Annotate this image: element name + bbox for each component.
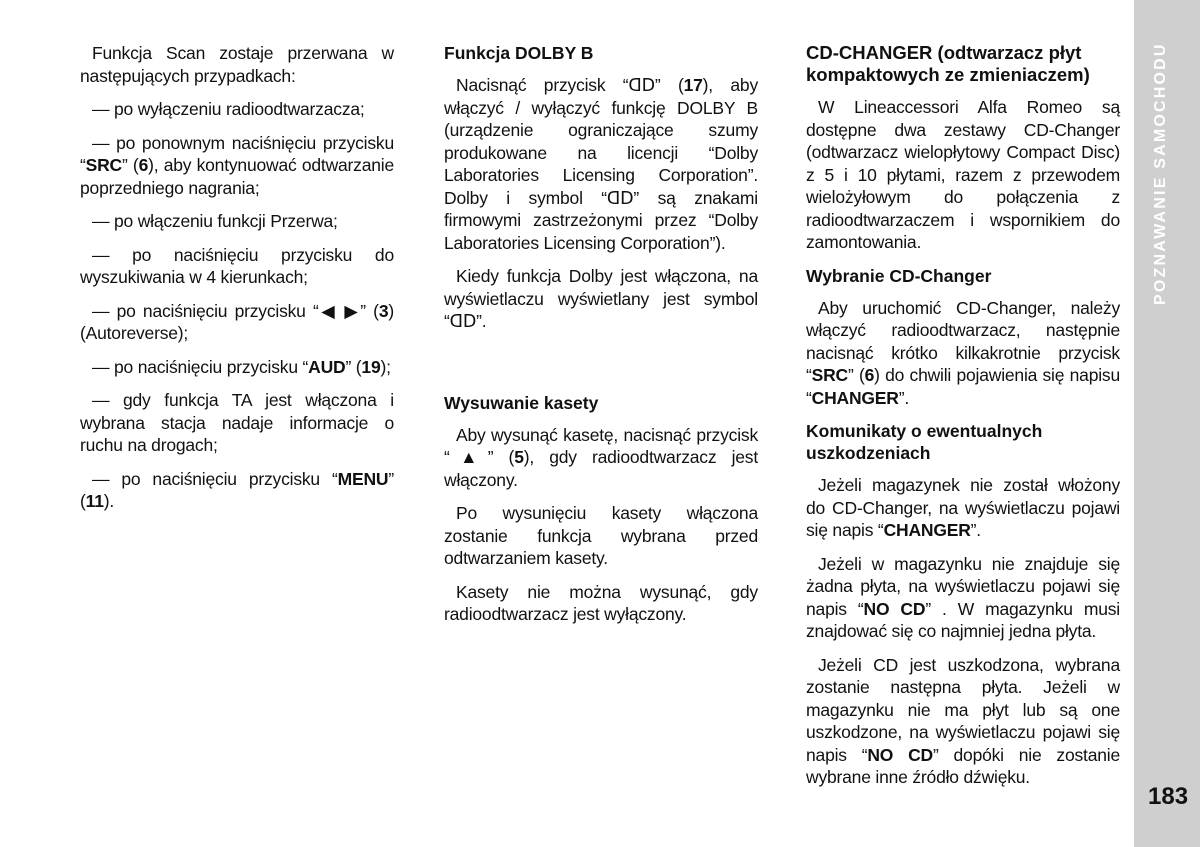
section-heading-select: Wybranie CD-Changer [806,265,992,286]
paragraph: Funkcja Scan zostaje przerwana w następujących przypadkach: [80,43,394,86]
list-item: — po wyłączeniu radioodtwarzacza; [92,99,365,119]
section-heading-cd-changer: CD-CHANGER (odtwarzacz płyt kompaktowych ze zmieniaczem) [806,42,1090,85]
list-item: — po naciśnięciu przycisku “◀ ▶” (3) (Autoreverse); [80,300,394,343]
list-item: — gdy funkcja TA jest włączona i wybrana stacja nadaje informacje o ruchu na drogach; [80,390,394,455]
section-title: POZNAWANIE SAMOCHODU [1152,42,1169,305]
paragraph: Jeżeli CD jest uszkodzona, wybrana zostanie następna płyta. Jeżeli w magazynku nie ma płyt lub są one uszkodzone, na wyświetlaczu pojawi się napis “NO CD” dopóki nie zostanie wybrane inne źródło dźwięku. [806,654,1120,787]
paragraph: Jeżeli w magazynku nie znajduje się żadna płyta, na wyświetlaczu pojawi się napis “NO CD” . W magazynku musi znajdować się co najmniej jedna płyta. [806,553,1120,641]
section-heading-errors: Komunikaty o ewentualnych uszkodzeniach [806,421,1043,463]
paragraph: Nacisnąć przycisk “ᗡᗞ” (17), aby włączyć / wyłączyć funkcję DOLBY B (urządzenie ograniczające szumy produkowane na licencji “Dolby Laboratories Licensing Corporation”. Dolby i symbol “ᗡᗞ” są znakami firmowymi zastrzeżonymi przez “Dolby Laboratories Licensing Corporation”). [444,75,758,253]
paragraph: Kasety nie można wysunąć, gdy radioodtwarzacz jest wyłączony. [444,581,758,624]
paragraph: Jeżeli magazynek nie został włożony do CD-Changer, na wyświetlaczu pojawi się napis “CHANGER”. [806,475,1120,540]
list-item: — po naciśnięciu przycisku “MENU” (11). [80,468,394,511]
paragraph: Aby wysunąć kasetę, nacisnąć przycisk “▲” (5), gdy radioodtwarzacz jest włączony. [444,424,758,490]
column-1 [80,42,394,524]
paragraph: Aby uruchomić CD-Changer, należy włączyć radioodtwarzacz, następnie nacisnąć krótko kilkakrotnie przycisk “SRC” (6) do chwili pojawienia się napisu “CHANGER”. [806,297,1120,408]
column-3 [806,42,1120,800]
list-item: — po naciśnięciu przycisku “AUD” (19); [92,356,391,377]
page-number: 183 [1148,783,1189,810]
spacer [444,344,758,392]
section-heading-eject: Wysuwanie kasety [444,392,599,413]
list-item: — po ponownym naciśnięciu przycisku “SRC” (6), aby kontynuować odtwarzanie poprzedniego nagrania; [80,132,395,198]
section-heading-dolby: Funkcja DOLBY B [444,43,594,63]
paragraph: Kiedy funkcja Dolby jest włączona, na wyświetlaczu wyświetlany jest symbol “ᗡᗞ”. [444,266,758,331]
list-item: — po włączeniu funkcji Przerwa; [92,211,338,231]
paragraph: W Lineaccessori Alfa Romeo są dostępne dwa zestawy CD-Changer (odtwarzacz wielopłytowy Compact Disc) z 5 i 10 płytami, razem z przewodem wielożyłowym do połączenia z radioodtwarzaczem i wspornikiem do zamontowania. [806,97,1120,252]
list-item: — po naciśnięciu przycisku do wyszukiwania w 4 kierunkach; [80,244,394,287]
section-sidebar [1134,0,1200,847]
paragraph: Po wysunięciu kasety włączona zostanie funkcja wybrana przed odtwarzaniem kasety. [444,503,758,568]
column-2 [444,42,758,637]
